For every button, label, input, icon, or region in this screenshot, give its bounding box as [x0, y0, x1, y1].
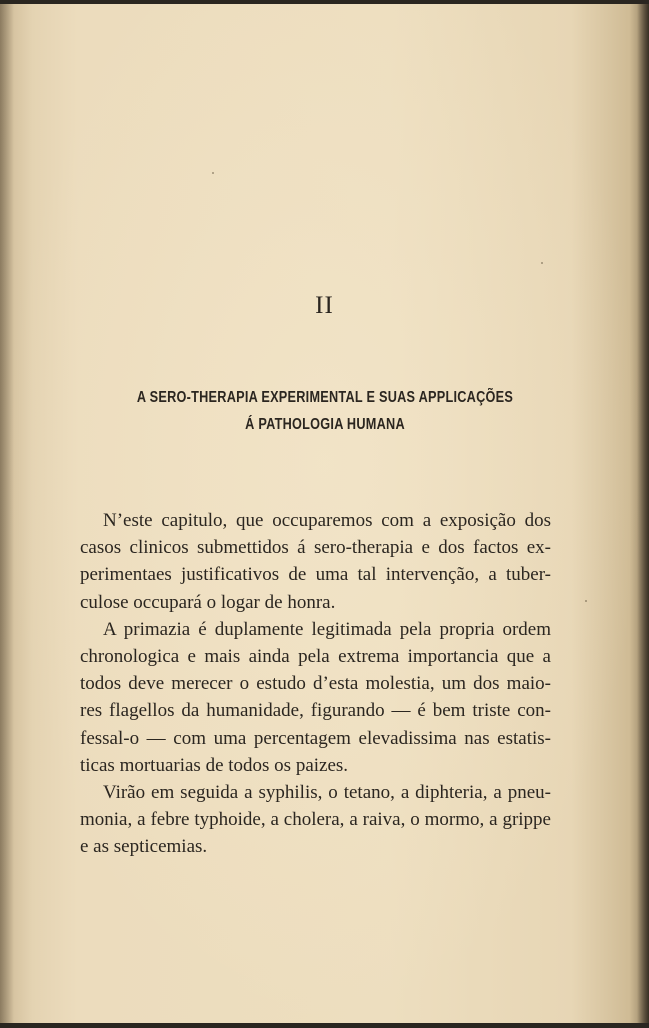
text-line: todos deve merecer o estudo d’esta molestia, um dos maio-	[80, 673, 551, 695]
scan-border-top	[0, 0, 649, 4]
text-line: Virão em seguida a syphilis, o tetano, a diphteria, a pneu-	[103, 781, 551, 803]
text-line: perimentaes justificativos de uma tal intervenção, a tuber-	[80, 564, 551, 586]
scan-border-bottom	[0, 1023, 649, 1028]
text-line: monia, a febre typhoide, a cholera, a raiva, o mormo, a grippe	[80, 809, 551, 831]
text-line: res flagellos da humanidade, figurando — é bem triste con-	[80, 700, 551, 722]
page-edge-shadow	[637, 0, 649, 1028]
text-line: fessal-o — com uma percentagem elevadissima nas estatis-	[80, 727, 551, 749]
paper-speck	[541, 262, 543, 264]
text-line: e as septicemias.	[80, 836, 208, 858]
text-line: chronologica e mais ainda pela extrema importancia que a	[80, 645, 551, 667]
paper-speck	[212, 172, 214, 174]
text-line: ticas mortuarias de todos os paizes.	[80, 754, 349, 776]
chapter-number: II	[315, 292, 334, 319]
text-line: A primazia é duplamente legitimada pela propria ordem	[103, 618, 551, 640]
text-line: N’este capitulo, que occuparemos com a exposição dos	[103, 510, 551, 531]
chapter-title-line: A SERO-THERAPIA EXPERIMENTAL E SUAS APPLICAÇÕES	[136, 389, 514, 406]
body-text	[80, 507, 551, 860]
text-line: culose occupará o logar de honra.	[80, 591, 336, 613]
page-spine-shadow	[0, 0, 14, 1028]
chapter-title-line: Á PATHOLOGIA HUMANA	[245, 416, 405, 433]
paper-speck	[585, 600, 587, 602]
text-line: casos clinicos submettidos á sero-therapia e dos factos ex-	[80, 537, 551, 559]
chapter-title	[108, 384, 543, 438]
